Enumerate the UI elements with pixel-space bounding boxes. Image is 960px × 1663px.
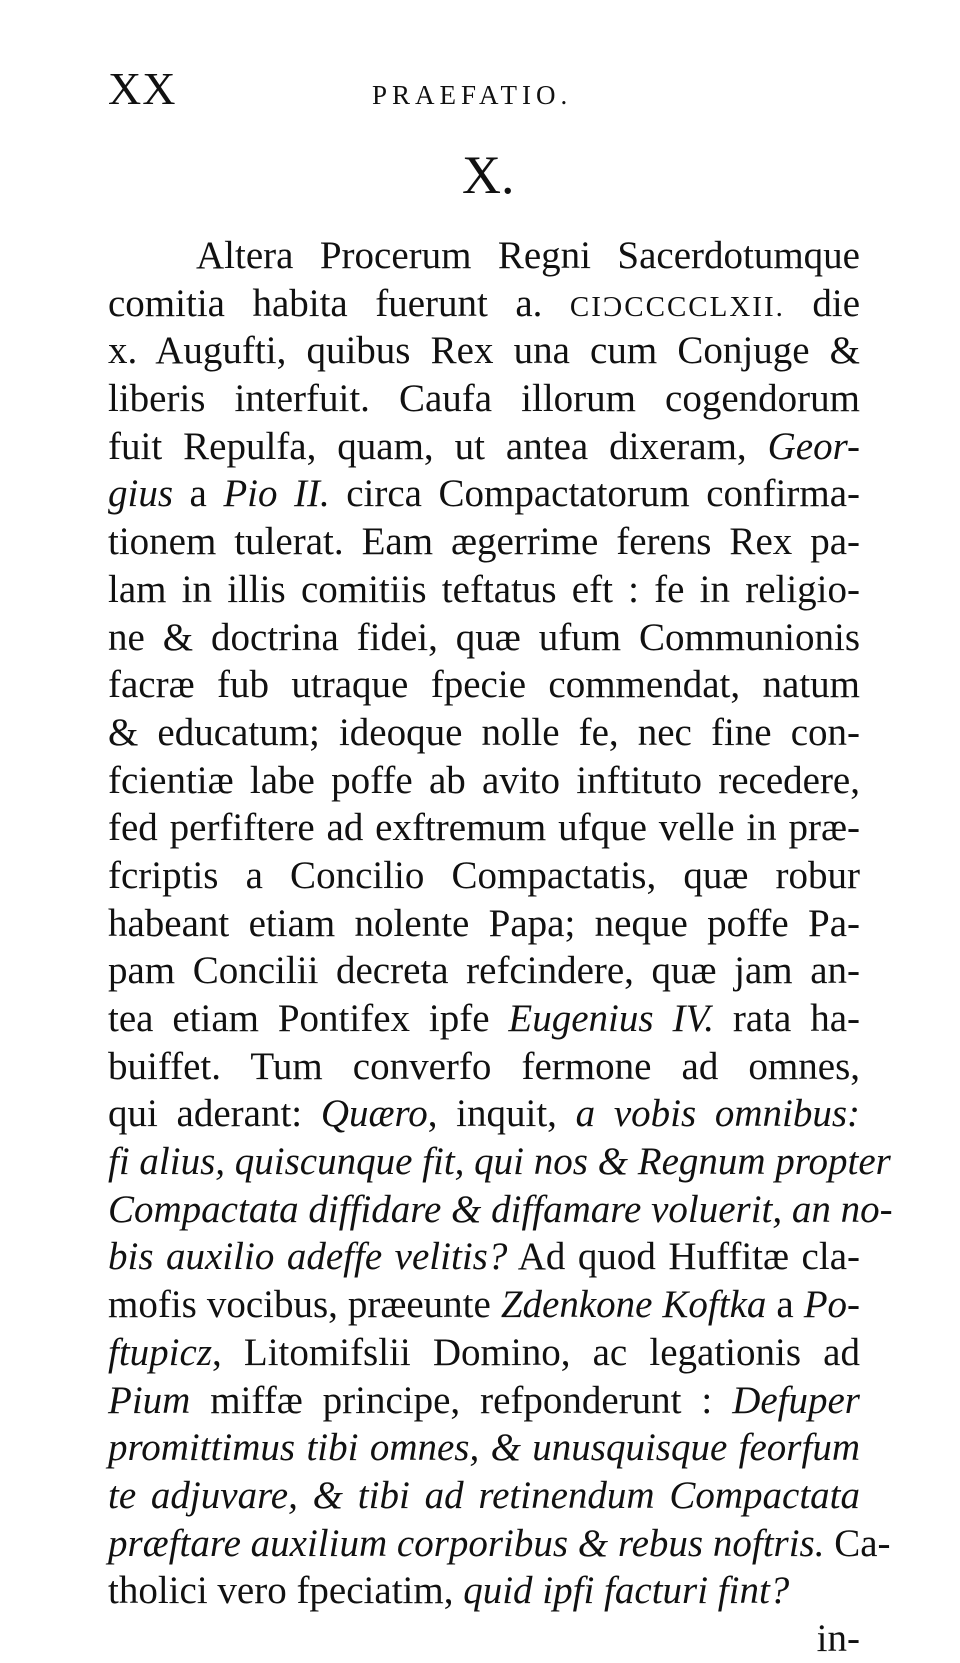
text-segment: Altera Procerum Regni Sacerdotumque	[196, 234, 860, 277]
text-line	[108, 852, 860, 900]
text-line	[108, 1043, 860, 1091]
italic-text: Quæro	[320, 1092, 428, 1136]
text-line	[108, 947, 860, 995]
italic-text: a vobis omnibus:	[575, 1092, 860, 1136]
italic-text: promittimus tibi omnes, & unusquisque feorfum	[108, 1426, 860, 1470]
section-number: X.	[462, 145, 515, 205]
italic-text: Pium	[108, 1378, 191, 1422]
italic-text: te adjuvare, & tibi ad retinendum Compactata	[108, 1473, 860, 1517]
text-segment: ne & doctrina fidei, quæ ufum Communionis	[108, 615, 860, 659]
text-line	[108, 232, 860, 280]
text-line	[108, 1138, 891, 1186]
text-segment: tea etiam Pontifex ipfe	[108, 997, 509, 1040]
text-line	[108, 518, 860, 566]
text-segment: rata ha-	[713, 997, 860, 1040]
roman-numeral-date: CIƆCCCCLXII.	[569, 290, 785, 323]
text-line	[108, 900, 860, 948]
italic-text: Compactata diffidare & diffamare voluerit, an no-	[108, 1187, 893, 1231]
text-segment: die	[784, 281, 860, 325]
text-line	[108, 1090, 860, 1138]
text-segment: liberis interfuit. Caufa illorum cogendorum	[108, 377, 860, 421]
italic-text: Po-	[803, 1283, 860, 1327]
text-line	[108, 1377, 860, 1425]
text-line	[108, 375, 860, 423]
italic-text: fi alius, quiscunque fit, qui nos & Regnum propter	[108, 1140, 891, 1184]
page-number: XX	[108, 63, 177, 114]
text-segment: fuit Repulfa, quam, ut antea dixeram,	[108, 424, 768, 468]
text-line	[108, 995, 860, 1043]
text-segment: a	[766, 1283, 804, 1327]
text-line	[108, 1472, 860, 1520]
text-segment: buiffet. Tum converfo fermone ad omnes,	[108, 1044, 860, 1088]
italic-text: Geor-	[767, 424, 860, 468]
text-segment: habeant etiam nolente Papa; neque poffe Pa-	[108, 901, 860, 945]
text-segment: Ad quod Huffitæ cla-	[507, 1235, 860, 1279]
text-segment: facræ fub utraque fpecie commendat, natum	[108, 663, 860, 707]
text-segment: , inquit,	[427, 1092, 576, 1136]
text-segment: tholici vero fpeciatim,	[108, 1569, 464, 1613]
text-segment: & educatum; ideoque nolle fe, nec fine con-	[108, 710, 860, 754]
text-line	[108, 709, 860, 757]
italic-text: ftupicz	[108, 1330, 212, 1374]
text-segment: lam in illis comitiis teftatus eft : fe in religio-	[108, 567, 860, 611]
text-line	[108, 470, 860, 518]
text-line	[108, 327, 860, 375]
text-line	[108, 804, 860, 852]
body-text	[108, 232, 893, 1663]
text-segment: fcriptis a Concilio Compactatis, quæ robur	[108, 853, 860, 897]
running-head: PRAEFATIO.	[372, 80, 573, 110]
text-segment: comitia habita fuerunt a.	[108, 281, 570, 325]
text-line	[108, 280, 860, 328]
text-line	[108, 1186, 893, 1234]
text-segment: circa Compactatorum confirma-	[329, 472, 860, 516]
text-line	[108, 1233, 860, 1281]
italic-text: Pio II.	[223, 472, 330, 516]
text-line	[108, 614, 860, 662]
catchword: in-	[816, 1616, 860, 1660]
text-segment: , Litomifslii Domino, ac legationis ad	[212, 1330, 860, 1374]
text-segment: a	[173, 472, 224, 516]
text-line	[108, 423, 860, 471]
text-line	[108, 1281, 860, 1329]
text-line	[108, 566, 860, 614]
text-segment: tionem tulerat. Eam ægerrime ferens Rex pa-	[108, 520, 860, 564]
italic-text: Zdenkone Koftka	[500, 1283, 767, 1327]
text-segment: qui aderant:	[108, 1092, 321, 1136]
italic-text: Defuper	[732, 1378, 860, 1422]
text-line	[108, 1567, 860, 1615]
text-segment: pam Concilii decreta refcindere, quæ jam an-	[108, 949, 860, 993]
italic-text: quid ipfi facturi fint?	[463, 1569, 790, 1613]
text-segment: fcientiæ labe poffe ab avito inftituto recedere,	[108, 758, 860, 802]
text-line	[108, 1424, 860, 1472]
text-segment: Ca-	[824, 1521, 891, 1565]
text-line	[108, 1520, 891, 1568]
italic-text: bis auxilio adeffe velitis?	[108, 1235, 508, 1279]
text-segment: x. Augufti, quibus Rex una cum Conjuge &	[108, 329, 860, 373]
text-segment: mofis vocibus, præeunte	[108, 1283, 501, 1327]
text-segment: fed perfiftere ad exftremum ufque velle in præ-	[108, 806, 860, 850]
italic-text: Eugenius IV.	[508, 997, 714, 1040]
italic-text: præftare auxilium corporibus & rebus noftris.	[108, 1521, 825, 1565]
italic-text: gius	[108, 472, 174, 516]
text-line	[108, 757, 860, 805]
text-line	[108, 1329, 860, 1377]
text-segment: miffæ principe, refponderunt :	[190, 1378, 733, 1422]
text-line	[108, 661, 860, 709]
